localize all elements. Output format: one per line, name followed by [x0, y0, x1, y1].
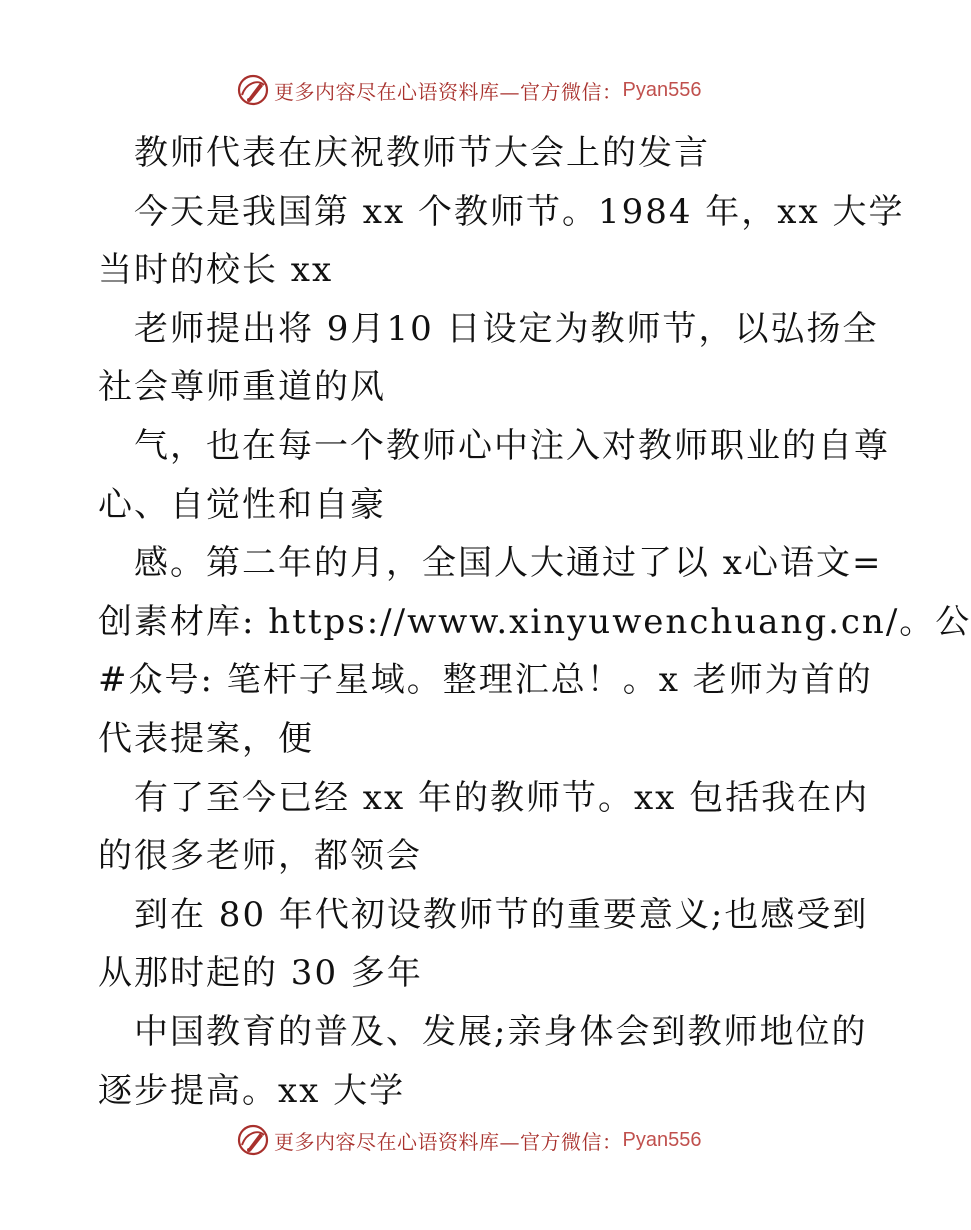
text-line: 心、自觉性和自豪	[98, 484, 386, 525]
text-line: 的很多老师，都领会	[98, 836, 422, 877]
header-banner-text: 更多内容尽在心语资料库—官方微信：	[274, 79, 623, 104]
logo-icon	[236, 73, 270, 107]
footer-banner-text: 更多内容尽在心语资料库—官方微信：	[274, 1129, 623, 1154]
text-line: #众号: 笔杆子星域。整理汇总！。x 老师为首的	[98, 660, 873, 701]
text-line: 今天是我国第 xx 个教师节。1984 年，xx 大学	[134, 191, 905, 232]
text-line: 创素材库: https://www.xinyuwenchuang.cn/。公	[98, 601, 971, 642]
header-wechat-id: Pyan556	[622, 78, 702, 101]
text-line: 感。第二年的月，全国人大通过了以 x心语文=	[134, 543, 883, 584]
text-line: 社会尊师重道的风	[98, 367, 386, 408]
document-title: 教师代表在庆祝教师节大会上的发言	[134, 133, 710, 173]
text-line: 当时的校长 xx	[98, 250, 334, 291]
text-line: 逐步提高。xx 大学	[98, 1070, 406, 1111]
text-line: 到在 80 年代初设教师节的重要意义;也感受到	[134, 894, 869, 935]
footer-wechat-id: Pyan556	[622, 1128, 702, 1151]
text-line: 老师提出将 9月10 日设定为教师节，以弘扬全	[134, 308, 879, 349]
footer-banner	[236, 1122, 756, 1158]
text-line: 中国教育的普及、发展;亲身体会到教师地位的	[134, 1011, 868, 1052]
header-banner	[236, 72, 756, 108]
logo-icon	[236, 1123, 270, 1157]
text-line: 气，也在每一个教师心中注入对教师职业的自尊	[134, 425, 890, 466]
document-body	[98, 124, 971, 1120]
text-line: 从那时起的 30 多年	[98, 953, 423, 994]
text-line: 代表提案，便	[98, 718, 314, 759]
text-line: 有了至今已经 xx 年的教师节。xx 包括我在内	[134, 777, 870, 818]
